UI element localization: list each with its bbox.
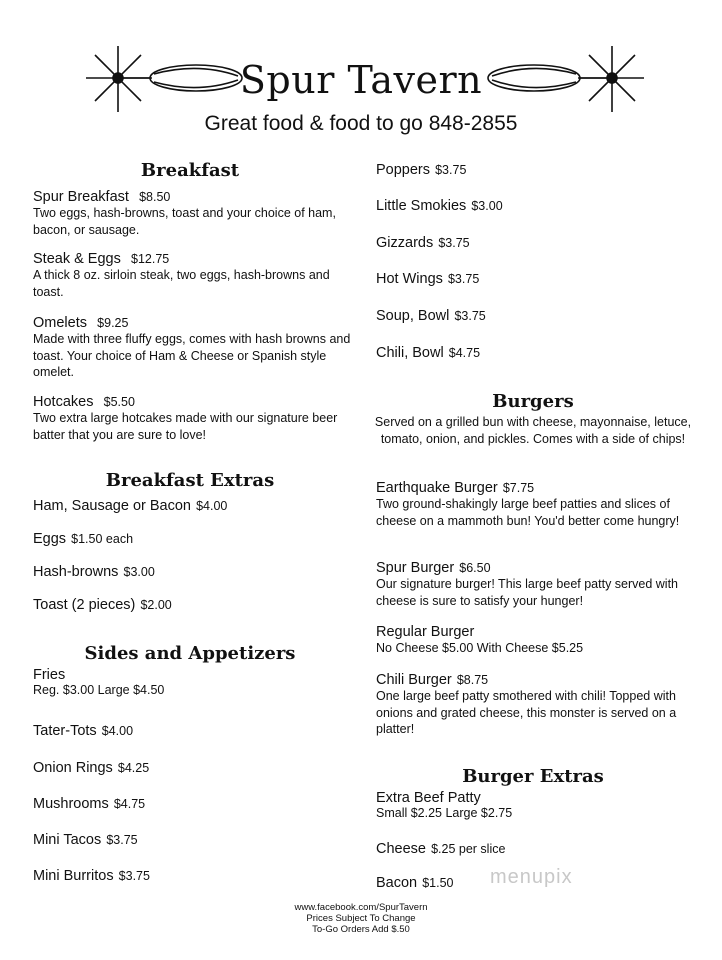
item-price: $.25 per slice: [431, 842, 506, 856]
item-price: $4.75: [448, 346, 481, 360]
item-price: $4.75: [113, 797, 146, 811]
item-price: $9.25: [97, 316, 129, 330]
item-description: A thick 8 oz. sirloin steak, two eggs, hash-browns and toast.: [33, 268, 330, 299]
item-name: Eggs: [33, 531, 67, 547]
item-price: $3.75: [106, 833, 138, 847]
item-price: $6.50: [459, 561, 491, 575]
menu-item: [33, 528, 133, 547]
item-description: No Cheese $5.00 With Cheese $5.25: [376, 641, 584, 655]
item-price: $3.00: [471, 199, 503, 213]
menu-item: [376, 477, 696, 529]
item-price: $7.75: [502, 481, 535, 495]
menu-item: [33, 594, 172, 613]
item-name: Little Smokies: [376, 198, 467, 214]
item-price: $3.75: [438, 236, 470, 250]
item-name: Regular Burger: [376, 624, 475, 640]
item-description: Made with three fluffy eggs, comes with hash browns and toast. Your choice of Ham & Cheese or Spanish style omelet.: [33, 332, 351, 379]
item-name: Toast (2 pieces): [33, 597, 136, 613]
menu-item: [376, 159, 466, 178]
menu-item: [33, 667, 164, 697]
item-name: Hotcakes: [33, 394, 94, 410]
item-name: Fries: [33, 667, 66, 683]
item-name: Hash-browns: [33, 564, 119, 580]
menu-item: [376, 790, 512, 820]
item-price: $1.50 each: [71, 532, 134, 546]
watermark: menupix: [490, 866, 573, 888]
item-price: $12.75: [131, 252, 170, 266]
item-price: $3.75: [454, 309, 486, 323]
menu-item: [33, 186, 353, 238]
item-name: Bacon: [376, 875, 418, 891]
item-name: Gizzards: [376, 235, 434, 251]
menu-item: [33, 865, 150, 884]
item-name: Earthquake Burger: [376, 480, 498, 496]
item-price: $2.00: [140, 598, 172, 612]
item-name: Mushrooms: [33, 796, 109, 812]
sides-heading: Sides and Appetizers: [84, 643, 296, 664]
tagline: Great food & food to go 848-2855: [204, 112, 518, 135]
item-description: Two eggs, hash-browns, toast and your choice of ham, bacon, or sausage.: [33, 206, 336, 237]
menu-item: [376, 557, 696, 609]
menu-item: [33, 248, 353, 300]
item-price: Small $2.25 Large $2.75: [376, 806, 513, 820]
item-name: Steak & Eggs: [33, 251, 121, 267]
item-name: Mini Tacos: [33, 832, 102, 848]
item-name: Omelets: [33, 315, 87, 331]
footer-note: Prices Subject To Change: [306, 913, 416, 924]
item-description: Two extra large hotcakes made with our signature beer batter that you are sure to love!: [33, 411, 338, 442]
menu-item: [33, 757, 149, 776]
menu-item: [376, 621, 696, 657]
item-name: Extra Beef Patty: [376, 790, 481, 806]
item-price: Reg. $3.00 Large $4.50: [33, 683, 165, 697]
item-name: Onion Rings: [33, 760, 113, 776]
item-price: $4.00: [196, 499, 228, 513]
item-name: Hot Wings: [376, 271, 443, 287]
item-name: Chili Burger: [376, 672, 452, 688]
item-name: Chili, Bowl: [376, 345, 444, 361]
item-name: Mini Burritos: [33, 868, 114, 884]
item-name: Soup, Bowl: [376, 308, 450, 324]
item-price: $3.75: [435, 163, 467, 177]
breakfast-heading: Breakfast: [140, 160, 240, 181]
footer-url: www.facebook.com/SpurTavern: [294, 902, 428, 913]
burgers-heading: Burgers: [492, 391, 574, 412]
item-price: $8.75: [456, 673, 489, 687]
page-title: Spur Tavern: [239, 58, 483, 102]
burgers-intro: Served on a grilled bun with cheese, mayonnaise, letuce, tomato, onion, and pickles. Comes with a side of chips!: [374, 415, 692, 446]
menu-item: [376, 838, 505, 857]
footer-note: To-Go Orders Add $.50: [312, 924, 410, 935]
item-description: Two ground-shakingly large beef patties and slices of cheese on a mammoth bun! You'd better come hungry!: [376, 497, 680, 528]
item-price: $5.50: [103, 395, 135, 409]
item-price: $3.75: [447, 272, 480, 286]
breakfast-extras-heading: Breakfast Extras: [105, 470, 275, 491]
item-price: $3.75: [118, 869, 150, 883]
item-price: $4.00: [101, 724, 134, 738]
menu-item: [33, 829, 138, 848]
menu-item: [376, 669, 696, 738]
item-name: Spur Burger: [376, 560, 455, 576]
item-name: Ham, Sausage or Bacon: [33, 498, 191, 514]
menu-item: [33, 495, 227, 514]
item-description: Our signature burger! This large beef patty served with cheese is sure to satisfy your hunger!: [376, 577, 679, 608]
menu-item: [376, 305, 486, 324]
item-name: Poppers: [376, 162, 431, 178]
item-price: $4.25: [117, 761, 150, 775]
menu-item: [33, 720, 133, 739]
menu-item: [33, 793, 145, 812]
item-name: Tater-Tots: [33, 723, 97, 739]
item-description: One large beef patty smothered with chili! Topped with onions and grated cheese, this monster is served on a platter!: [376, 689, 677, 736]
item-price: $8.50: [139, 190, 171, 204]
menu-item: [376, 268, 479, 287]
item-name: Spur Breakfast: [33, 189, 129, 205]
burger-extras-heading: Burger Extras: [462, 766, 604, 787]
item-name: Cheese: [376, 841, 426, 857]
item-price: $3.00: [123, 565, 155, 579]
menu-item: [376, 232, 470, 251]
menu-item: [376, 342, 480, 361]
footer: [0, 902, 722, 935]
menu-item: [376, 195, 503, 214]
menu-item: [33, 391, 353, 443]
menu-item: [33, 561, 155, 580]
item-price: $1.50: [422, 876, 454, 890]
menu-item: [376, 872, 454, 891]
menu-item: [33, 312, 353, 381]
